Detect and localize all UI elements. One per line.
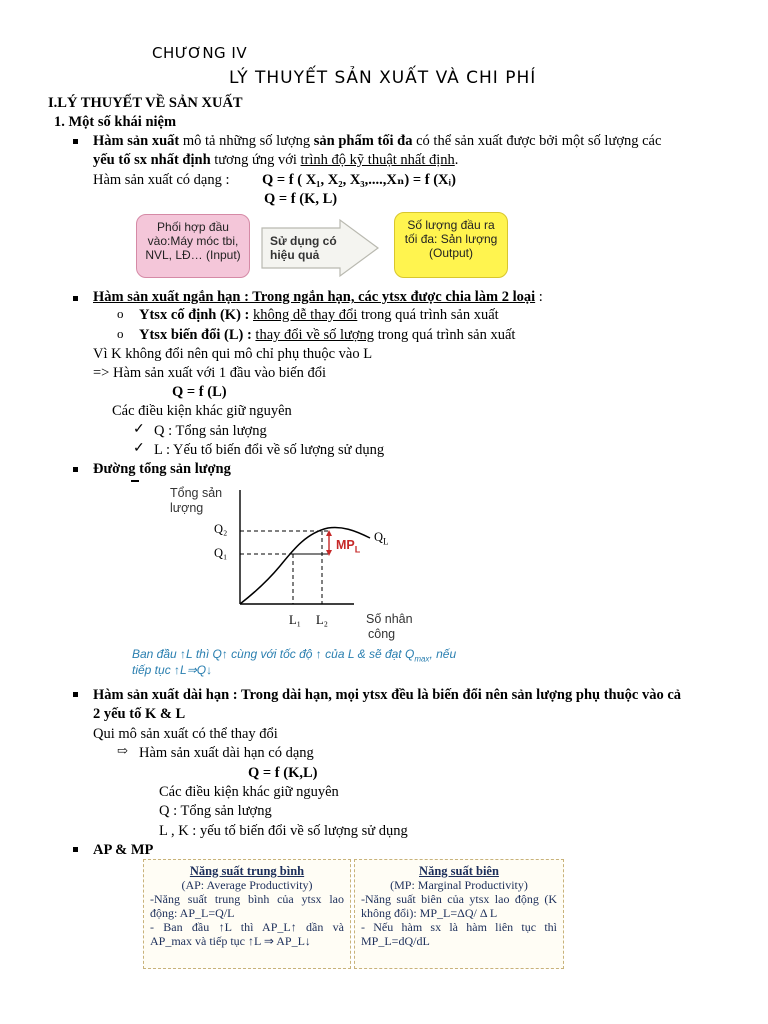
short-run-formula: Q = f (L) [172,384,227,400]
check-icon: ✓ [133,441,145,456]
q2-label: Q₂ [214,522,228,536]
long-run-heading: Hàm sản xuất dài hạn : Trong dài hạn, mọi ytsx đều là biến đổi nên sản lượng phụ thuộc vào cả [93,687,682,703]
output-box: Số lượng đầu ra tối đa: Sản lượng (Output) [394,212,508,278]
hsx-definition-line2: yếu tố sx nhất định tương ứng với trình độ kỹ thuật nhất định. [93,152,459,168]
ap-box: Năng suất trung bình (AP: Average Productivity) -Năng suất trung bình của ytsx lao động: AP_L=Q/L - Ban đầu ↑L thì AP_L↑ dần và AP_max và tiếp tục ↑L ⇒ AP_L↓ [143,859,351,969]
l2-label: L₂ [316,613,328,627]
graph-y-label: Tổng sản lượng [170,486,223,515]
short-run-heading: Hàm sản xuất ngắn hạn : Trong ngắn hạn, các ytsx được chia làm 2 loại : [93,289,543,305]
bullet-icon [73,467,78,472]
arrow-right-icon: ⇨ [117,743,128,758]
long-run-heading2: 2 yếu tố K & L [93,706,186,722]
total-output-heading: Đường tổng sản lượng [93,461,231,477]
short-run-check2: L : Yếu tố biến đổi về số lượng sử dụng [154,442,385,458]
graph-x-label: Số nhân công [366,612,413,641]
l1-label: L₁ [289,613,301,627]
mp-box: Năng suất biên (MP: Marginal Productivity) -Năng suất biên của ytsx lao động (K không đổi): MP_L=ΔQ/ Δ L - Nếu hàm sx là hàm liên tục thì MP_L=dQ/dL [354,859,564,969]
hsx-formula-general: Q = f ( X₁, X₂, X₃,....,Xₙ) = f (Xᵢ) [262,172,456,188]
long-run-line1: Qui mô sản xuất có thể thay đổi [93,726,278,742]
bullet-icon [73,847,78,852]
circle-bullet-icon: o [117,326,124,341]
bullet-icon [73,139,78,144]
section-heading: I.LÝ THUYẾT VỀ SẢN XUẤT [48,95,243,111]
long-run-conditions: Các điều kiện khác giữ nguyên [159,784,339,800]
hsx-form-label: Hàm sản xuất có dạng : [93,172,230,188]
short-run-line2: => Hàm sản xuất với 1 đầu vào biến đổi [93,365,327,381]
circle-bullet-icon: o [117,306,124,321]
short-run-item-variable: Ytsx biến đổi (L) : thay đổi về số lượng trong quá trình sản xuất [139,327,516,343]
chapter-title: CHƯƠNG IV [152,44,248,62]
sub-heading: 1. Một số khái niệm [54,114,177,130]
long-run-line2: Hàm sản xuất dài hạn có dạng [139,745,314,761]
short-run-conditions: Các điều kiện khác giữ nguyên [112,403,292,419]
check-icon: ✓ [133,422,145,437]
short-run-item-fixed: Ytsx cố định (K) : không dễ thay đổi trong quá trình sản xuất [139,307,499,323]
mp-label: $MP_L$ [336,538,361,555]
short-run-line1: Vì K không đổi nên qui mô chỉ phụ thuộc vào L [93,346,373,362]
input-box: Phối hợp đầu vào:Máy móc tbi, NVL, LĐ… (Input) [136,214,250,278]
bullet-icon [73,296,78,301]
hsx-formula-kl: Q = f (K, L) [264,191,338,207]
ql-label: $Q_L$ [374,530,389,547]
short-run-check1: Q : Tổng sản lượng [154,423,267,439]
long-run-formula: Q = f (K,L) [248,765,318,781]
hsx-definition-line1: Hàm sản xuất mô tả những số lượng sản phẩm tối đa có thể sản xuất được bởi một số lượng các [93,133,662,149]
q1-label: Q₁ [214,546,228,560]
chapter-subtitle: LÝ THUYẾT SẢN XUẤT VÀ CHI PHÍ [229,68,537,88]
ap-mp-heading: AP & MP [93,842,154,858]
long-run-q: Q : Tổng sản lượng [159,803,272,819]
graph-note-line2: tiếp tục ↑L⇒Q↓ [132,663,213,677]
process-label: Sử dụng có hiệu quả [270,234,337,262]
graph-note-line1: Ban đầu ↑L thì Q↑ cùng với tốc độ ↑ của L & sẽ đạt $Q_{max}$, nếu [132,647,457,664]
long-run-lk: L , K : yếu tố biến đổi về số lượng sử dụng [159,823,408,839]
bullet-icon [73,692,78,697]
